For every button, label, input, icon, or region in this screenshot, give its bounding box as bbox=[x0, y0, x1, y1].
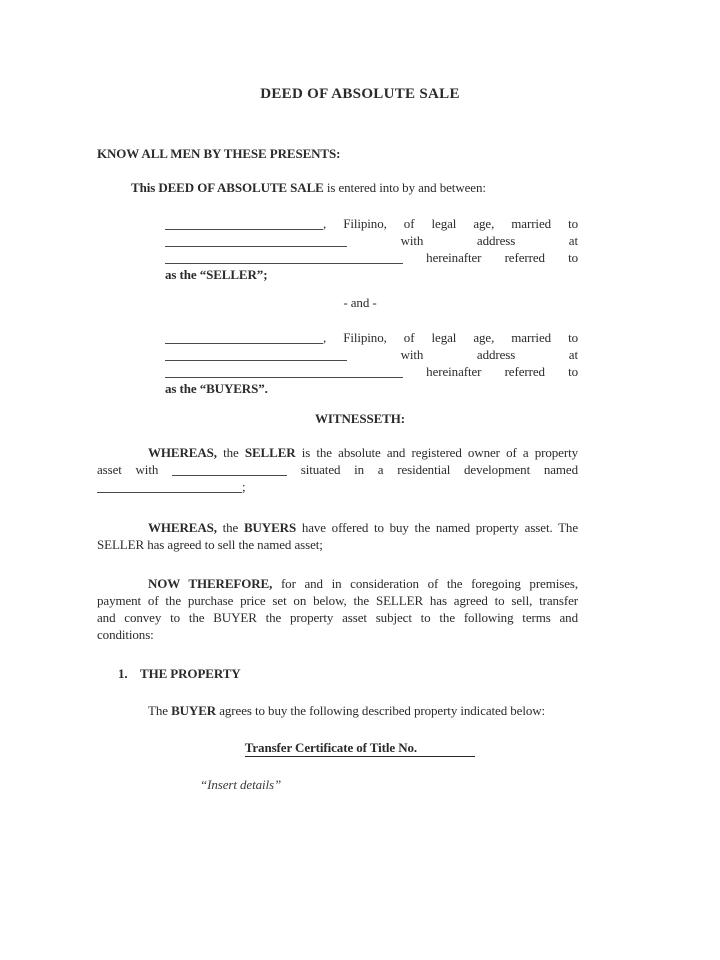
tct-title-text bbox=[245, 739, 475, 757]
text-run: , Filipino, of legal age, married to bbox=[323, 216, 578, 232]
text-line bbox=[97, 519, 578, 536]
buyer-paragraph bbox=[165, 329, 578, 397]
text-run: is entered into by and between: bbox=[323, 180, 486, 196]
text-line bbox=[97, 536, 578, 553]
text-line bbox=[97, 461, 578, 478]
text-run: with address at bbox=[347, 347, 578, 363]
text-run: and convey to the BUYER the property asset subject to the following terms and bbox=[97, 610, 578, 626]
text-run: as the “BUYERS”. bbox=[165, 381, 268, 397]
text-run: hereinafter referred to bbox=[403, 250, 578, 266]
text-line bbox=[165, 249, 578, 266]
text-run: with address at bbox=[347, 233, 578, 249]
text-run: BUYER bbox=[171, 703, 217, 719]
fill-in-blank bbox=[165, 348, 347, 361]
tct-title-line bbox=[0, 739, 720, 757]
whereas-seller-clause bbox=[97, 444, 578, 495]
seller-paragraph bbox=[165, 215, 578, 283]
opening-clause: KNOW ALL MEN BY THESE PRESENTS: bbox=[97, 146, 341, 162]
text-run: the bbox=[216, 520, 244, 536]
text-run: as the “SELLER”; bbox=[165, 267, 268, 283]
text-run: ; bbox=[242, 479, 246, 495]
now-therefore-clause bbox=[97, 575, 578, 643]
text-line bbox=[165, 329, 578, 346]
text-line bbox=[97, 478, 578, 495]
parties-separator: - and - bbox=[343, 295, 377, 311]
intro-clause bbox=[131, 179, 720, 196]
text-run: hereinafter referred to bbox=[403, 364, 578, 380]
text-run: is the absolute and registered owner of a property bbox=[295, 445, 578, 461]
text-line bbox=[165, 380, 578, 397]
text-run: situated in a residential development named bbox=[287, 462, 578, 478]
whereas-buyers-clause bbox=[97, 519, 578, 553]
section-title: THE PROPERTY bbox=[140, 666, 241, 682]
text-run: have offered to buy the named property asset. The bbox=[296, 520, 578, 536]
document-title: DEED OF ABSOLUTE SALE bbox=[260, 86, 460, 103]
text-run: the bbox=[216, 445, 245, 461]
witnesseth-heading: WITNESSETH: bbox=[315, 411, 405, 427]
text-line bbox=[97, 575, 578, 592]
text-run: for and in consideration of the foregoing premises, bbox=[272, 576, 578, 592]
fill-in-blank bbox=[165, 234, 347, 247]
text-run: asset with bbox=[97, 462, 172, 478]
text-line bbox=[165, 215, 578, 232]
text-run: BUYERS bbox=[243, 520, 297, 536]
text-run: conditions: bbox=[97, 627, 154, 643]
text-run: This DEED OF ABSOLUTE SALE bbox=[131, 180, 324, 196]
text-line bbox=[165, 363, 578, 380]
text-run: The bbox=[148, 703, 172, 719]
text-run: , Filipino, of legal age, married to bbox=[323, 330, 578, 346]
section-number: 1. bbox=[118, 666, 128, 682]
text-line bbox=[97, 592, 578, 609]
fill-in-blank bbox=[165, 331, 323, 344]
text-line bbox=[97, 626, 578, 643]
text-line bbox=[165, 266, 578, 283]
property-intro bbox=[148, 702, 720, 719]
text-run: WHEREAS, bbox=[148, 520, 217, 536]
text-run: WHEREAS, bbox=[148, 445, 217, 461]
text-line bbox=[97, 609, 578, 626]
text-line bbox=[97, 444, 578, 461]
fill-in-blank bbox=[165, 217, 323, 230]
text-run: SELLER bbox=[244, 445, 296, 461]
text-run: agrees to buy the following described property indicated below: bbox=[216, 703, 546, 719]
text-run: SELLER has agreed to sell the named asset; bbox=[97, 537, 323, 553]
insert-details-note: “Insert details” bbox=[200, 777, 282, 793]
text-line bbox=[165, 232, 578, 249]
text-line bbox=[165, 346, 578, 363]
fill-in-blank bbox=[97, 480, 242, 493]
fill-in-blank bbox=[420, 742, 475, 754]
fill-in-blank bbox=[165, 365, 403, 378]
text-run: NOW THEREFORE, bbox=[148, 576, 273, 592]
text-run: payment of the purchase price set on below, the SELLER has agreed to sell, transfer bbox=[97, 593, 578, 609]
fill-in-blank bbox=[172, 463, 287, 476]
section-1-heading bbox=[118, 665, 720, 682]
text-run: Transfer Certificate of Title No. bbox=[244, 740, 421, 756]
fill-in-blank bbox=[165, 251, 403, 264]
